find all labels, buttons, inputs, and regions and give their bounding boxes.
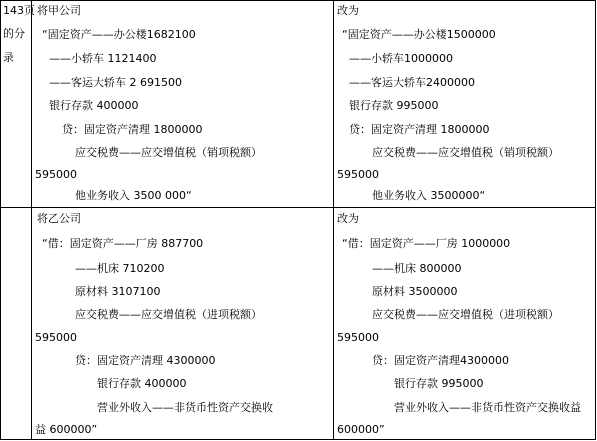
side-label-line-2: 的分 xyxy=(3,27,25,40)
yi-original-line: 贷：固定资产清理 4300000 xyxy=(75,354,216,367)
jia-corrected-heading: 改为 xyxy=(337,4,359,17)
jia-corrected-line: 应交税费——应交增值税（销项税额） xyxy=(372,146,559,159)
jia-original-line: “固定资产——办公楼1682100 xyxy=(42,28,196,41)
yi-corrected-line: 原材料 3500000 xyxy=(372,285,458,298)
jia-corrected-line: “固定资产——办公楼1500000 xyxy=(342,28,496,41)
jia-original-line: 贷：固定资产清理 1800000 xyxy=(62,123,203,136)
yi-original-line: “借：固定资产——厂房 887700 xyxy=(42,237,204,250)
yi-original-heading: 将乙公司 xyxy=(37,212,81,225)
jia-corrected-line: 595000 xyxy=(337,168,379,181)
yi-corrected-line: 595000 xyxy=(337,331,379,344)
jia-original-line: 他业务收入 3500 000“ xyxy=(75,189,192,202)
jia-corrected-line: 银行存款 995000 xyxy=(349,99,439,112)
yi-original-line: ——机床 710200 xyxy=(75,262,165,275)
yi-corrected-line: 银行存款 995000 xyxy=(394,377,484,390)
yi-corrected-heading: 改为 xyxy=(337,212,359,225)
yi-original-line: 营业外收入——非货币性资产交换收 xyxy=(97,401,273,414)
jia-original-heading: 将甲公司 xyxy=(37,4,81,17)
yi-original-line: 银行存款 400000 xyxy=(97,377,187,390)
yi-corrected-line: 营业外收入——非货币性资产交换收益 xyxy=(394,401,581,414)
yi-corrected-line: 贷：固定资产清理4300000 xyxy=(372,354,509,367)
yi-corrected-line: ——机床 800000 xyxy=(372,262,462,275)
column-divider-1 xyxy=(31,0,32,440)
jia-original-line: ——客运大轿车 2 691500 xyxy=(49,76,182,89)
side-label-line-3: 录 xyxy=(3,51,14,64)
yi-original-line: 应交税费——应交增值税（进项税额） xyxy=(75,308,262,321)
column-divider-2 xyxy=(333,0,334,440)
yi-original-line: 595000 xyxy=(35,331,77,344)
side-label-line-1: 143页 xyxy=(3,4,35,17)
yi-original-line: 原材料 3107100 xyxy=(75,285,161,298)
yi-corrected-line: 应交税费——应交增值税（进项税额） xyxy=(372,308,559,321)
jia-corrected-line: ——小轿车1000000 xyxy=(349,52,453,65)
jia-original-line: ——小轿车 1121400 xyxy=(49,52,157,65)
jia-corrected-line: 贷：固定资产清理 1800000 xyxy=(349,123,490,136)
yi-corrected-line: 600000” xyxy=(337,423,385,436)
yi-original-line: 益 600000” xyxy=(35,423,98,436)
jia-corrected-line: 他业务收入 3500000“ xyxy=(372,189,486,202)
row-divider xyxy=(0,207,596,208)
jia-corrected-line: ——客运大轿车2400000 xyxy=(349,76,475,89)
jia-original-line: 银行存款 400000 xyxy=(49,99,139,112)
jia-original-line: 595000 xyxy=(35,168,77,181)
jia-original-line: 应交税费——应交增值税（销项税额） xyxy=(75,146,262,159)
yi-corrected-line: “借：固定资产——厂房 1000000 xyxy=(342,237,511,250)
